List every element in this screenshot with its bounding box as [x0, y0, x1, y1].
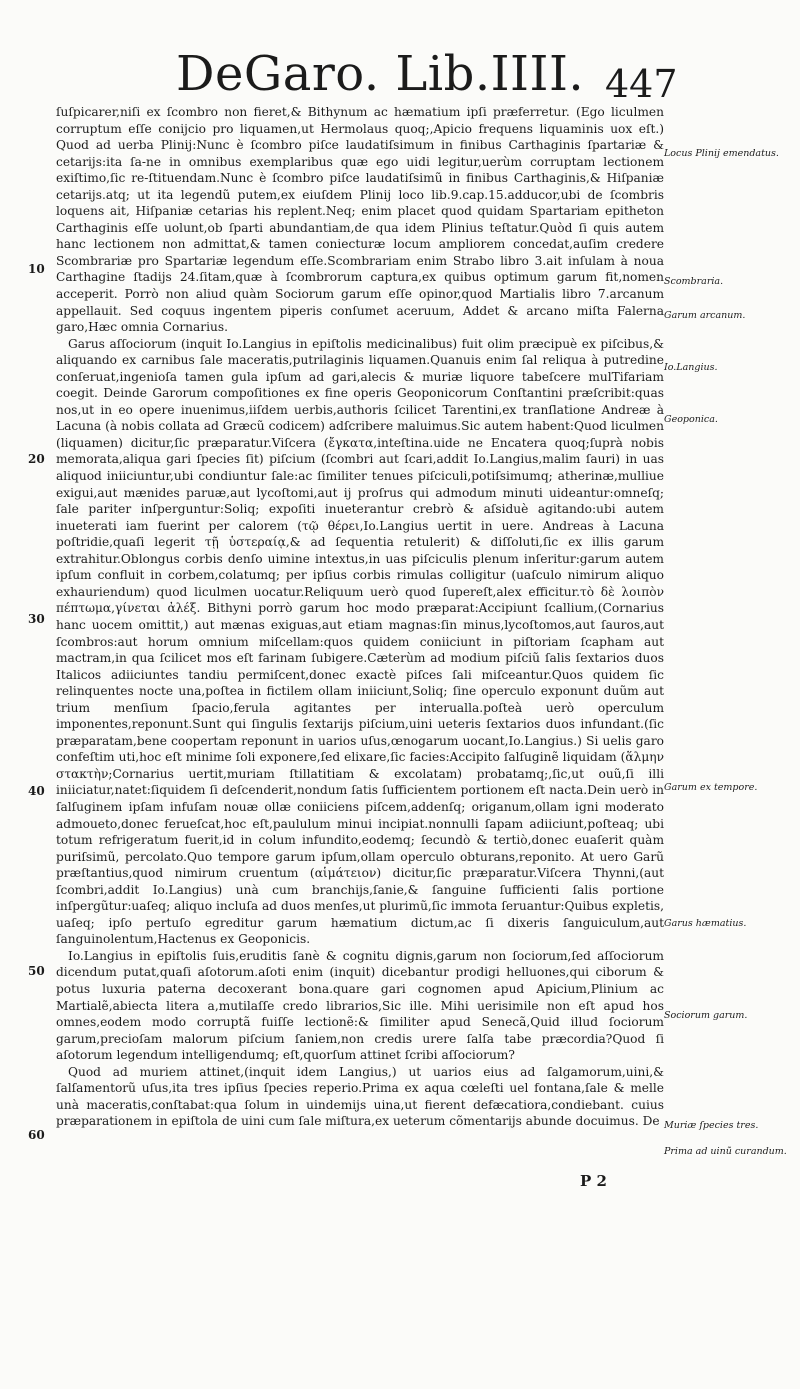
- paragraph: ſuſpicarer,niſi ex ſcombro non fieret,& Bithynum ac hæmatium ipſi præferretur. (Ego liculmen corruptum eſſe conijcio pro liquamen,ut Hermolaus quoq;,Apicio frequens liquaminis uox eſt.) Quod ad uerba Plinij:Nunc è ſcombro piſce laudatiſsimum in finibus Carthaginis ſpartariæ & cetarijs:ita ſa-ne in omnibus exemplaribus quæ ego uidi legitur,uerùm corruptam lectionem exiſtimo,ſic re-ſtituendam.Nunc è ſcombro piſce laudatiſsimũ in finibus Carthaginis,& Hiſpaniæ cetarijs.atq; ut ita legendũ putem,ex eiuſdem Plinij loco lib.9.cap.15.adducor,ubi de ſcombris loquens ait, Hiſpaniæ cetarias his replent.Neq; enim placet quod quidam Spartariam epitheton Carthaginis eſſe uolunt,ob ſparti abundantiam,de qua idem Plinius teſtatur.Quòd ſi quis autem hanc lectionem non admittat,& tamen coniecturæ locum ampliorem concedat,auſim credere Scombrariæ pro Spartariæ legendum eſſe.Scombrariam enim Strabo libro 3.ait inſulam à noua Carthagine ſtadijs 24.ſitam,quæ à ſcombrorum captura,ex quibus optimum garum fit,nomen acceperit. Porrò non aliud quàm Sociorum garum eſſe opinor,quod Martialis libro 7.arcanum appellauit. Sed coquus ingentem piperis conſumet aceruum, Addet & arcano miſta Falerna garo,Hæc omnia Cornarius.: [56, 105, 664, 335]
- main-text: [56, 104, 664, 1130]
- signature-mark: P 2: [580, 1172, 607, 1190]
- paragraph: Garus aſſociorum (inquit Io.Langius in epiſtolis medicinalibus) fuit olim præcipuè ex piſcibus,& aliquando ex carnibus ſale maceratis,putrilaginis liquamen.Quanuis enim ſal reliqua à putredine conſeruat,ingenioſa tamen gula ipſum ad gari,alecis & muriæ liquore tabeſcere mulTifariam coegit. Deinde Garorum compoſitiones ex fine operis Geoponicorum Conſtantini præſcribit:quas nos,ut in eo opere inuenimus,iiſdem uerbis,authoris ſcilicet Tarentini,ex tranſlatione Andreæ à Lacuna (à nobis collata ad Græcũ codicem) adſcribere maluimus.Sic autem habent:Quod liculmen (liquamen) dicitur,ſic præparatur.Viſcera (ἔγκατα,inteſtina.uide ne Encatera quoq;ſuprà nobis memorata,aliqua gari ſpecies ſit) piſcium (ſcombri aut ſcari,addit Io.Langius,malim ſauri) in uas aliquod iniiciuntur,ubi condiuntur ſale:ac ſimiliter tenues piſciculi,potiſsimumq; atherinæ,mulliue exigui,aut mænides paruæ,aut lycoſtomi,aut ij proſrus qui admodum minuti uideantur:omneſq; ſale pariter inſperguntur:Soliq; expoſiti inueterantur crebrò & aſsiduè agitando:ubi autem inueterati iam fuerint per calorem (τῷ θέρει,Io.Langius uertit in uere. Andreas à Lacuna poſtridie,quaſi legerit τῇ ὑστεραίᾳ,& ad ſequentia retulerit) & diſſoluti,ſic ex illis garum extrahitur.Oblongus corbis denſo uimine intextus,in uas piſciculis plenum inſeritur:garum autem ipſum confluit in corbem,colatumq; per ipſius corbis rimulas colligitur (uaſculo nimirum aliquo exhauriendum) quod liculmen uocatur.Reliquum uerò quod ſupereſt,alex efficitur.τὸ δὲ λοιπὸν πέπτωμα,γίνεται ἀλέξ. Bithyni porrò garum hoc modo præparat:Accipiunt ſcallium,(Cornarius hanc uocem omittit,) aut mænas exiguas,aut etiam magnas:ſin minus,lycoſtomos,aut ſauros,aut ſcombros:aut horum omnium miſcellam:quos quidem coniiciunt in piſtoriam ſcapham aut mactram,in qua ſcilicet mos eſt farinam ſubigere.Cæterùm ad modium piſciũ ſalis ſextarios duos Italicos adiiciuntes tandiu permiſcent,donec exactè piſces ſali miſceantur.Quos quidem ſic relinquentes nocte una,poſtea in fictilem ollam iniiciunt,Soliq; ſine operculo exponunt duũm aut trium menſium ſpacio,ferula agitantes per interualla.poſteà uerò operculum imponentes,reponunt.Sunt qui ſingulis ſextarijs piſcium,uini ueteris ſextarios duos infundant.(ſic præparatam,bene coopertam reponunt in uarios uſus,œnogarum uocant,Io.Langius.) Si uelis garo confeſtim uti,hoc eſt minime ſoli exponere,ſed elixare,ſic facies:Accipito ſalſuginẽ liquidam (ἅλμην στακτὴν;Cornarius uertit,muriam ſtillatitiam & excolatam) probatamq;,ſic,ut ouũ,ſi illi iniiciatur,natet:ſiquidem ſi deſcenderit,nondum ſatis ſufficientem portionem eſt nacta.Dein uerò in ſalſuginem ipſam infuſam nouæ ollæ coniiciens piſcem,addenſq; origanum,ollam igni moderato admoueto,donec ferueſcat,hoc eſt,paululum minui incipiat.nonnulli ſapam adiiciunt,poſteaq; ubi totum refrigeratum fuerit,id in colum infundito,eodemq; ſecundò & tertiò,donec euaſerit quàm puriſsimũ, percolato.Quo tempore garum ipſum,ollam operculo obturans,reponito. At uero Garũ præſtantius,quod nimirum cruentum (αἱμάτειον) dicitur,ſic præparatur.Viſcera Thynni,(aut ſcombri,addit Io.Langius) unà cum branchijs,ſanie,& ſanguine ſufficienti ſalis portione inſpergũtur:uaſeq; aliquo incluſa ad duos menſes,ut plurimũ,ſic immota ſeruantur:Quibus expletis, uaſeq; ipſo pertuſo egreditur garum hæmatium dictum,ac ſi dixeris ſanguiculum,aut ſanguinolentum,Hactenus ex Geoponicis.: [56, 336, 664, 947]
- line-number: 30: [28, 612, 45, 626]
- margin-note: Muriæ ſpecies tres.: [664, 1120, 759, 1131]
- paragraph: Io.Langius in epiſtolis ſuis,eruditis ſanè & cognitu dignis,garum non ſociorum,ſed aſſociorum dicendum putat,quaſi aſotorum.aſoti enim (inquit) dicebantur prodigi helluones,qui ciborum & potus luxuria paterna decoxerant bona.quare gari cognomen apud Apicium,Plinium ac Martialẽ,abiecta litera a,mutilaſſe credo librarios,Sic ille. Mihi uerisimile non eſt apud hos omnes,eodem modo corruptã fuiſſe lectionẽ:& ſimiliter apud Senecã,Quid illud ſociorum garum,precioſam malorum piſcium ſaniem,non credis urere ſalſa tabe præcordia?Quod ſi aſotorum legendum intelligendumq; eſt,quorſum attinet ſcribi aſſociorum?: [56, 948, 664, 1063]
- line-number: 40: [28, 784, 45, 798]
- margin-note: Garus hæmatius.: [664, 918, 747, 929]
- margin-note: Sociorum garum.: [664, 1010, 748, 1021]
- page-number: 447: [605, 62, 678, 106]
- line-number: 10: [28, 262, 45, 276]
- margin-note: Io.Langius.: [664, 362, 718, 373]
- margin-note: Garum ex tempore.: [664, 782, 758, 793]
- line-number: 50: [28, 964, 45, 978]
- margin-note: Prima ad uinũ curandum.: [664, 1146, 787, 1157]
- paragraph: Quod ad muriem attinet,(inquit idem Langius,) ut uarios eius ad ſalgamorum,uini,& ſalſamentorũ uſus,ita tres ipſius ſpecies reperio.Prima ex aqua cœleſti uel fontana,ſale & melle unà maceratis,conſtabat:qua ſolum in uindemijs uina,ut fierent defæcatiora,condiebant. cuius præparationem in epiſtola de uini cum ſale miſtura,ex ueterum cõmentarijs abunde docuimus. De: [56, 1064, 664, 1129]
- margin-note: Locus Plinij emendatus.: [664, 148, 779, 159]
- line-number: 20: [28, 452, 45, 466]
- line-number: 60: [28, 1128, 45, 1142]
- running-title: DeGaro. Lib.IIII.: [176, 46, 585, 102]
- margin-note: Scombraria.: [664, 276, 724, 287]
- margin-note: Geoponica.: [664, 414, 718, 425]
- margin-note: Garum arcanum.: [664, 310, 746, 321]
